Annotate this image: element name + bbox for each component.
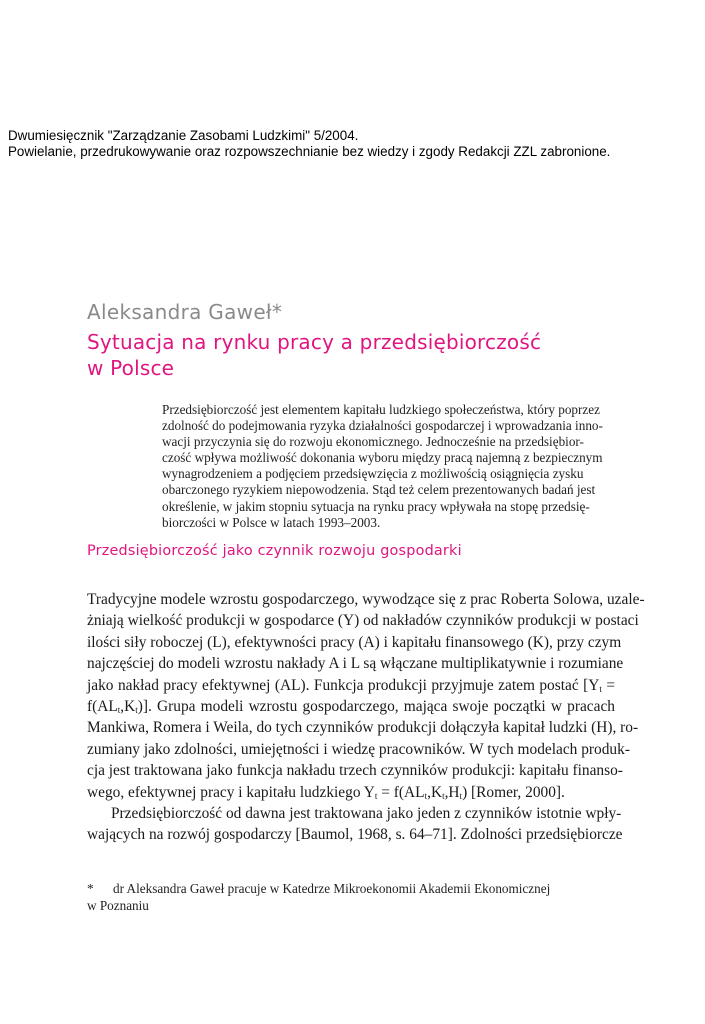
abstract-line: biorczości w Polsce w latach 1993–2003. xyxy=(162,514,381,530)
formula-text: ) [Romer, 2000]. xyxy=(462,783,565,801)
footnote-mark: * xyxy=(87,881,94,896)
article-body xyxy=(87,589,645,846)
notice-line-1: Dwumiesięcznik "Zarządzanie Zasobami Ludzkimi" 5/2004. xyxy=(8,128,359,143)
article-author: Aleksandra Gaweł* xyxy=(87,300,283,324)
abstract-line: obarczonego ryzykiem niepowodzenia. Stąd też celem prezentowanych badań jest xyxy=(162,482,596,498)
body-line-formula xyxy=(87,782,615,803)
body-line-formula xyxy=(87,675,615,696)
abstract-line: zdolność do podejmowania ryzyka działalności gospodarczej i wprowadzania inno- xyxy=(162,418,603,434)
article-title xyxy=(87,329,647,381)
subscript: t xyxy=(374,790,378,801)
subscript: t xyxy=(135,704,138,715)
body-line: najczęściej do modeli wzrostu nakłady A i L są włączane multiplikatywnie i rozumiane xyxy=(87,655,624,673)
body-line: cja jest traktowana jako funkcja nakładu trzech czynników produkcji: kapitału finanso- xyxy=(87,762,623,780)
formula-text: wego, efektywnej pracy i kapitału ludzkiego Y xyxy=(87,783,375,801)
formula-text: )]. Grupa modeli wzrostu gospodarczego, mająca swoje początki w pracach xyxy=(137,697,615,715)
subscript: t xyxy=(424,790,428,801)
formula-text: = xyxy=(601,676,615,694)
formula-text: ,H xyxy=(444,783,460,801)
article-abstract xyxy=(162,402,622,531)
body-line: wających na rozwój gospodarczy [Baumol, 1968, s. 64–71]. Zdolności przedsiębiorcze xyxy=(87,826,623,844)
subscript: t xyxy=(117,704,121,715)
title-line-1: Sytuacja na rynku pracy a przedsiębiorczość xyxy=(87,330,542,354)
body-line: Tradycyjne modele wzrostu gospodarczego, wywodzące się z prac Roberta Solowa, uzale- xyxy=(87,591,645,608)
abstract-line: wynagrodzeniem a podjęciem przedsięwzięcia z możliwością osiągnięcia zysku xyxy=(162,466,584,482)
body-line: Przedsiębiorczość od dawna jest traktowana jako jeden z czynników istotnie wpły- xyxy=(111,804,622,822)
abstract-line: określenie, w jakim stopniu sytuacja na rynku pracy wpływała na stopę przedsię- xyxy=(162,498,590,514)
subscript: t xyxy=(459,790,463,801)
title-line-2: w Polsce xyxy=(87,356,175,380)
body-line: żniają wielkość produkcji w gospodarce (Y) od nakładów czynników produkcji w postaci xyxy=(87,612,639,630)
footnote xyxy=(87,880,607,914)
formula-text: = f(AL xyxy=(377,783,425,801)
footnote-line-1: dr Aleksandra Gaweł pracuje w Katedrze Mikroekonomii Akademii Ekonomicznej xyxy=(113,881,551,896)
body-line: Mankiwa, Romera i Weila, do tych czynników produkcji dołączyła kapitał ludzki (H), ro- xyxy=(87,719,639,737)
abstract-line: czość wpływa możliwość dokonania wyboru między pracą najemną z bezpiecznym xyxy=(162,450,603,466)
copyright-notice xyxy=(8,128,698,160)
formula-text: ,K xyxy=(120,697,136,715)
abstract-line: wacji przyczynia się do rozwoju ekonomicznego. Jednocześnie na przedsiębior- xyxy=(162,434,584,450)
body-line: zumiany jako zdolności, umiejętności i wiedzę pracowników. W tych modelach produk- xyxy=(87,740,630,758)
body-line: ilości siły roboczej (L), efektywności pracy (A) i kapitału finansowego (K), przy czym xyxy=(87,633,622,651)
abstract-line: Przedsiębiorczość jest elementem kapitału ludzkiego społeczeństwa, który poprzez xyxy=(162,402,600,417)
subscript: t xyxy=(442,790,445,801)
body-line-formula xyxy=(87,696,615,717)
formula-text: f(AL xyxy=(87,697,118,715)
formula-text: jako nakład pracy efektywnej (AL). Funkcja produkcji przyjmuje zatem postać [Y xyxy=(87,676,600,694)
footnote-line-2: w Poznaniu xyxy=(87,898,149,913)
formula-text: ,K xyxy=(427,783,443,801)
subscript: t xyxy=(599,683,602,694)
section-heading: Przedsiębiorczość jako czynnik rozwoju gospodarki xyxy=(87,543,462,559)
notice-line-2: Powielanie, przedrukowywanie oraz rozpowszechnianie bez wiedzy i zgody Redakcji ZZL zabronione. xyxy=(8,144,611,159)
